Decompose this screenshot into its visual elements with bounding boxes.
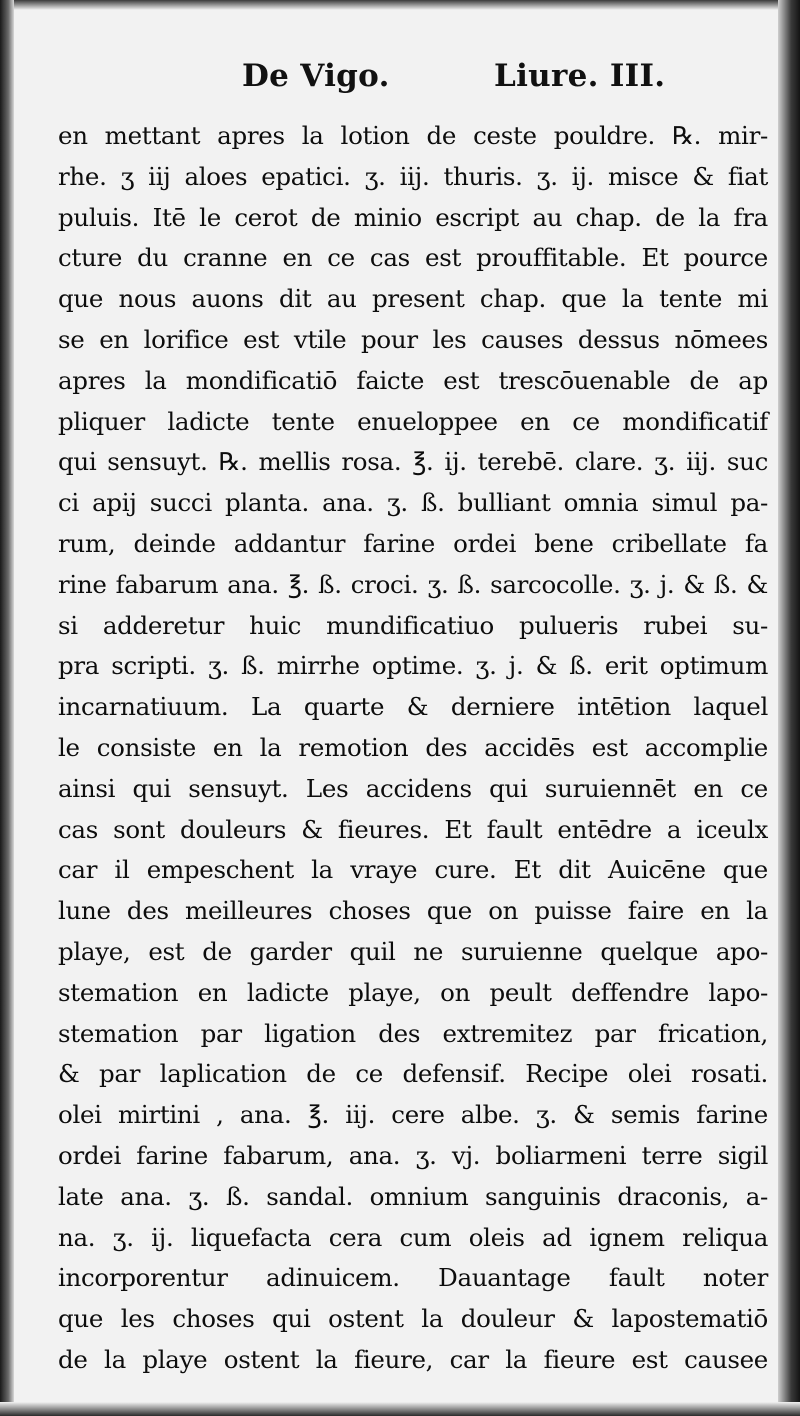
page-top-shadow	[0, 0, 800, 10]
text-line: lune des meilleures choses que on puisse faire en la	[58, 896, 768, 926]
page-header	[0, 58, 800, 108]
text-line: apres la mondificatiō faicte est trescōuenable de ap	[58, 365, 768, 395]
text-line: cture du cranne en ce cas est prouffitable. Et pource	[58, 243, 768, 273]
body-text	[58, 116, 768, 1381]
text-line: olei mirtini , ana. ℥. iij. cere albe. ʒ. & semis farine	[58, 1100, 768, 1130]
text-line: playe, est de garder quil ne suruienne quelque apo-	[58, 936, 768, 966]
text-line: de la playe ostent la fieure, car la fieure est causee	[58, 1344, 768, 1374]
text-line: rine fabarum ana. ℥. ß. croci. ʒ. ß. sarcocolle. ʒ. j. & ß. &	[58, 569, 768, 599]
text-line: ainsi qui sensuyt. Les accidens qui suruiennēt en ce	[58, 773, 768, 803]
text-line: pliquer ladicte tente enueloppee en ce mondificatif	[58, 406, 768, 436]
text-line: stemation par ligation des extremitez par frication,	[58, 1018, 768, 1048]
text-line: pra scripti. ʒ. ß. mirrhe optime. ʒ. j. & ß. erit optimum	[58, 651, 768, 681]
text-line: qui sensuyt. ℞. mellis rosa. ℥. ij. terebē. clare. ʒ. iij. suc	[58, 447, 768, 477]
book-label: Liure. III.	[494, 58, 666, 94]
text-line: rhe. ʒ iij aloes epatici. ʒ. iij. thuris. ʒ. ij. misce & fiat	[58, 161, 768, 191]
text-line: rum, deinde addantur farine ordei bene cribellate fa	[58, 528, 768, 558]
text-line: incarnatiuum. La quarte & derniere intētion laquel	[58, 692, 768, 722]
text-line: ordei farine fabarum, ana. ʒ. vj. boliarmeni terre sigil	[58, 1140, 768, 1170]
text-line: en mettant apres la lotion de ceste pouldre. ℞. mir-	[58, 121, 768, 150]
page-right-shadow	[778, 0, 800, 1416]
running-head: De Vigo.	[242, 58, 390, 94]
text-line: se en lorifice est vtile pour les causes dessus nōmees	[58, 324, 768, 354]
text-line: puluis. Itē le cerot de minio escript au chap. de la fra	[58, 202, 768, 232]
page-bottom-shadow	[0, 1402, 800, 1416]
text-line: cas sont douleurs & fieures. Et fault entēdre a iceulx	[58, 814, 768, 844]
text-line: stemation en ladicte playe, on peult deffendre lapo-	[58, 977, 768, 1007]
text-line: que les choses qui ostent la douleur & lapostematiō	[58, 1304, 768, 1334]
text-line: le consiste en la remotion des accidēs est accomplie	[58, 732, 768, 762]
text-line: na. ʒ. ij. liquefacta cera cum oleis ad ignem reliqua	[58, 1222, 768, 1252]
text-line: que nous auons dit au present chap. que la tente mi	[58, 284, 768, 314]
text-line: late ana. ʒ. ß. sandal. omnium sanguinis draconis, a-	[58, 1181, 768, 1211]
page-left-shadow	[0, 0, 14, 1416]
text-line: ci apij succi planta. ana. ʒ. ß. bulliant omnia simul pa-	[58, 488, 768, 518]
text-line: car il empeschent la vraye cure. Et dit Auicēne que	[58, 855, 768, 885]
text-line: si adderetur huic mundificatiuo pulueris rubei su-	[58, 610, 768, 640]
text-line: & par laplication de ce defensif. Recipe olei rosati.	[58, 1059, 768, 1089]
text-line: incorporentur adinuicem. Dauantage fault noter	[58, 1263, 768, 1293]
